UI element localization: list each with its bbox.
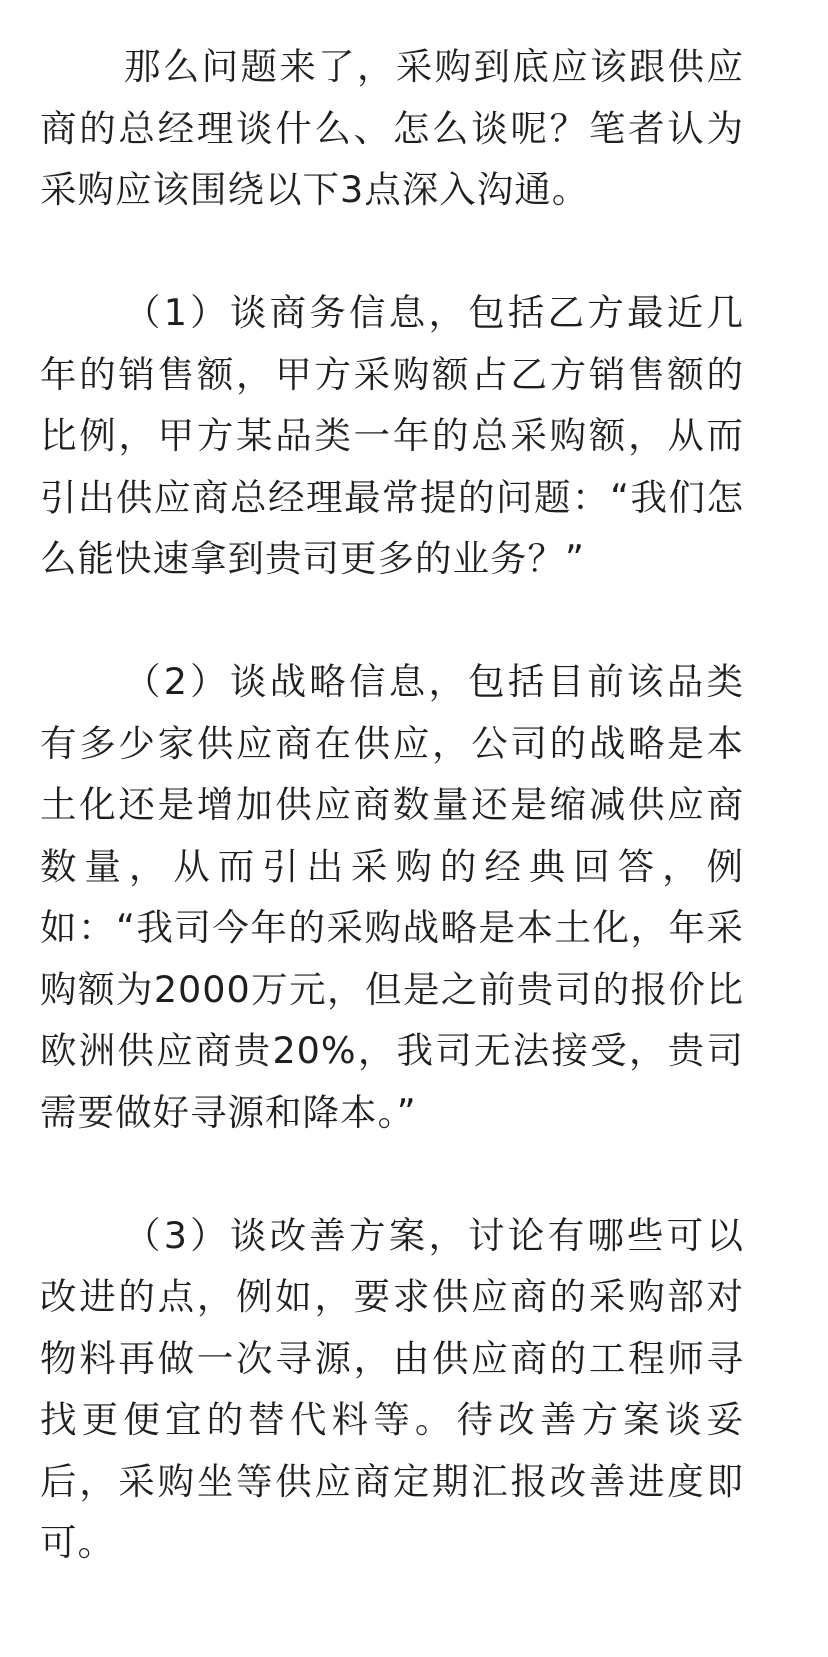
paragraph-improvement-plan: （3）谈改善方案，讨论有哪些可以改进的点，例如，要求供应商的采购部对物料再做一次寻源，由供应商的工程师寻找更便宜的替代料等。待改善方案谈妥后，采购坐等供应商定期汇报改善进度即可。	[40, 1213, 744, 1564]
paragraph-intro: 那么问题来了，采购到底应该跟供应商的总经理谈什么、怎么谈呢？笔者认为采购应该围绕以下3点深入沟通。	[40, 45, 744, 211]
paragraph-business-info: （1）谈商务信息，包括乙方最近几年的销售额，甲方采购额占乙方销售额的比例，甲方某品类一年的总采购额，从而引出供应商总经理最常提的问题：“我们怎么能快速拿到贵司更多的业务？”	[40, 291, 744, 580]
article-body	[40, 36, 744, 1574]
paragraph-strategy-info: （2）谈战略信息，包括目前该品类有多少家供应商在供应，公司的战略是本土化还是增加供应商数量还是缩减供应商数量，从而引出采购的经典回答，例如：“我司今年的采购战略是本土化，年采购额为2000万元，但是之前贵司的报价比欧洲供应商贵20%，我司无法接受，贵司需要做好寻源和降本。”	[40, 660, 744, 1134]
